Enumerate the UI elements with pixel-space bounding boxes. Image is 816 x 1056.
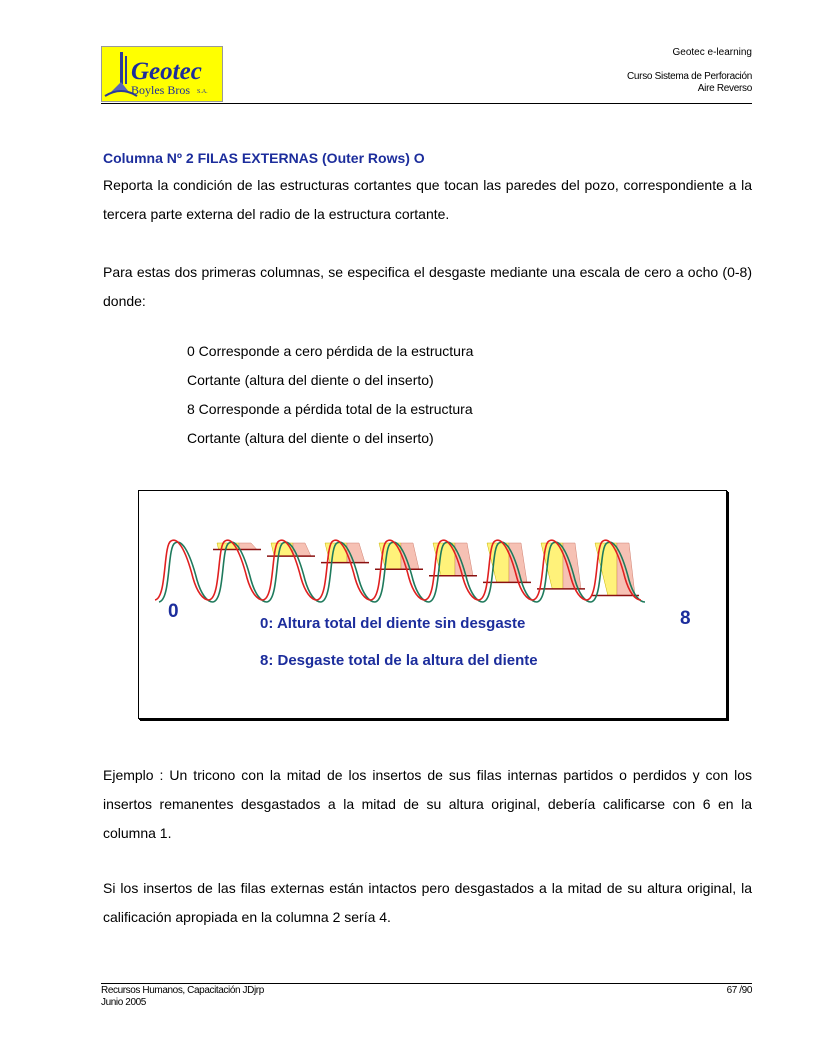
tooth-3	[317, 540, 375, 602]
header-topic: Aire Reverso	[697, 83, 752, 94]
figure-caption-2: 8: Desgaste total de la altura del diente	[260, 652, 538, 669]
logo-sub: Boyles Bros	[131, 83, 191, 97]
paragraph-2: Para estas dos primeras columnas, se especifica el desgaste mediante una escala de cero a ocho (0-8) donde:	[103, 264, 752, 309]
logo-sa: S.A.	[197, 89, 208, 95]
paragraph-1: Reporta la condición de las estructuras cortantes que tocan las paredes del pozo, correspondiente a la tercera parte externa del radio de la estructura cortante.	[103, 177, 752, 222]
geotec-logo	[101, 46, 223, 102]
footer-dept: Recursos Humanos, Capacitación JDjrp	[101, 985, 264, 996]
tooth-8	[587, 540, 645, 602]
header-org: Geotec e-learning	[672, 47, 752, 58]
figure-label-zero: 0	[168, 601, 179, 622]
header-course: Curso Sistema de Perforación	[627, 71, 752, 82]
tooth-0	[155, 540, 213, 602]
logo-word: Geotec	[131, 58, 202, 85]
tooth-4	[371, 540, 429, 602]
scale-list-item: Cortante (altura del diente o del inserto)	[187, 430, 434, 446]
header-info	[627, 47, 752, 95]
header-divider	[101, 103, 752, 104]
scale-list-item: 8 Corresponde a pérdida total de la estructura	[187, 401, 473, 417]
figure-label-eight: 8	[680, 608, 691, 629]
footer-info	[101, 985, 264, 1009]
footer-date: Junio 2005	[101, 997, 146, 1008]
teeth-diagram	[139, 491, 726, 718]
outer-rows-paragraph: Si los insertos de las filas externas están intactos pero desgastados a la mitad de su altura original, la calificación apropiada en la columna 2 sería 4.	[103, 880, 752, 925]
scale-list	[187, 337, 473, 453]
wear-scale-figure	[138, 490, 727, 719]
scale-list-item: Cortante (altura del diente o del inserto)	[187, 372, 434, 388]
page-number: 67 /90	[726, 985, 752, 996]
footer-divider	[101, 983, 752, 984]
figure-caption-1: 0: Altura total del diente sin desgaste	[260, 615, 526, 632]
tooth-5	[425, 540, 483, 602]
tooth-1	[209, 540, 267, 602]
tooth-7	[533, 540, 591, 602]
section-heading: Columna Nº 2 FILAS EXTERNAS (Outer Rows) O	[103, 150, 425, 166]
scale-list-item: 0 Corresponde a cero pérdida de la estructura	[187, 343, 474, 359]
tooth-2	[263, 540, 321, 602]
tooth-6	[479, 540, 537, 602]
example-paragraph: Ejemplo : Un tricono con la mitad de los insertos de sus filas internas partidos o perdidos y con los insertos remanentes desgastados a la mitad de su altura original, debería calificarse con 6 en la columna 1.	[103, 767, 752, 841]
